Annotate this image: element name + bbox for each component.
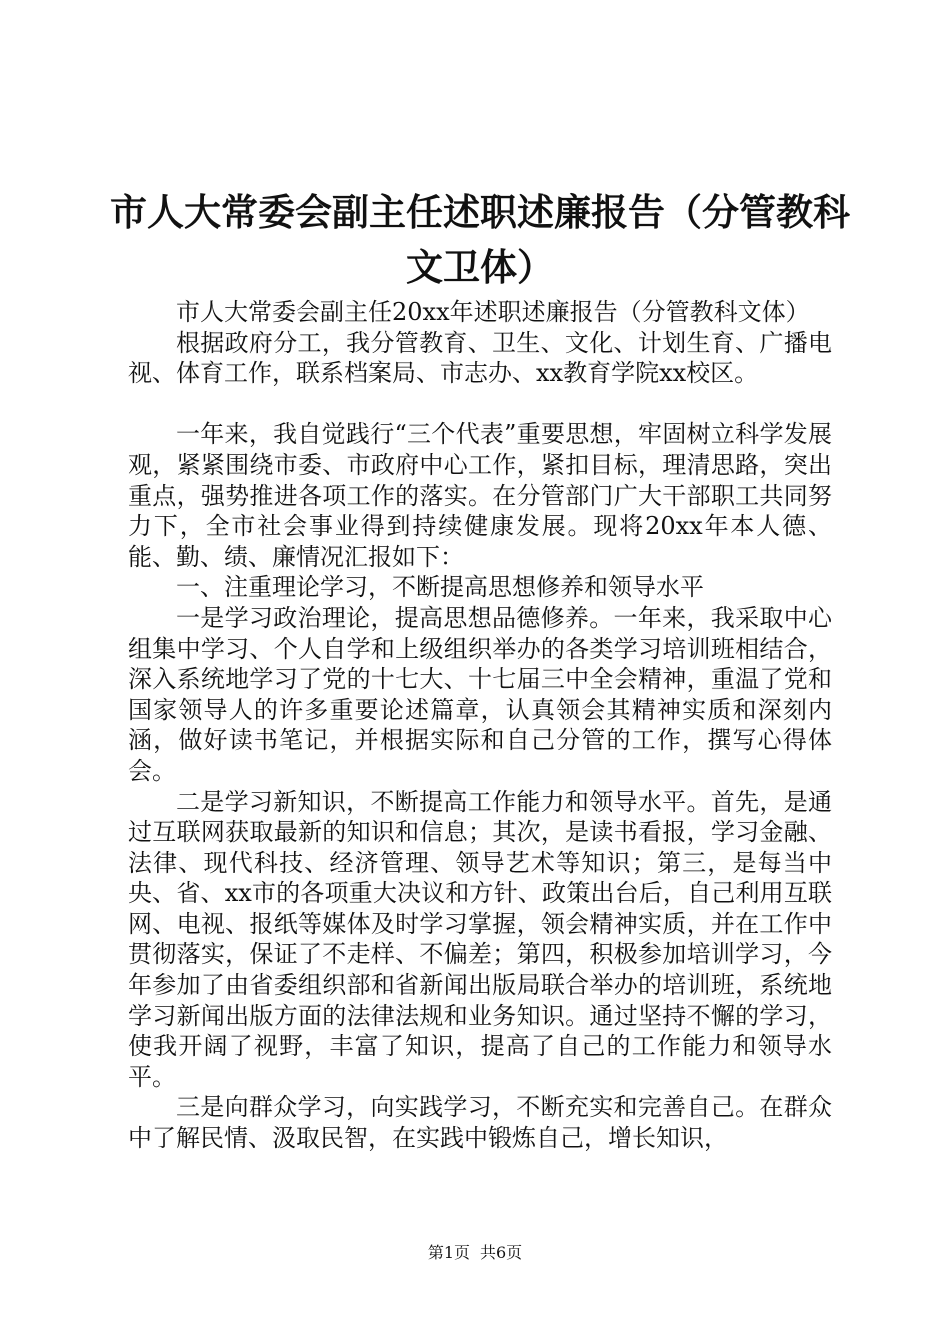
- page-total: 共6页: [480, 1243, 523, 1262]
- document-body: [128, 297, 832, 1154]
- blank-line: [128, 389, 832, 420]
- paragraph-point-two: 二是学习新知识，不断提高工作能力和领导水平。首先，是通过互联网获取最新的知识和信息；其次，是读书看报，学习金融、法律、现代科技、经济管理、领导艺术等知识；第三，是每当中央、省、xx市的各项重大决议和方针、政策出台后，自己利用互联网、电视、报纸等媒体及时学习掌握，领会精神实质，并在工作中贯彻落实，保证了不走样、不偏差；第四，积极参加培训学习，今年参加了由省委组织部和省新闻出版局联合举办的培训班，系统地学习新闻出版方面的法律法规和业务知识。通过坚持不懈的学习，使我开阔了视野，丰富了知识，提高了自己的工作能力和领导水平。: [128, 787, 832, 1091]
- document-title: 市人大常委会副主任述职述廉报告（分管教科文卫体）: [110, 190, 850, 289]
- page-footer: [0, 1243, 950, 1263]
- page-number: 第1页: [427, 1243, 470, 1262]
- section-heading: 一、注重理论学习，不断提高思想修养和领导水平: [176, 573, 704, 602]
- paragraph-intro: 根据政府分工，我分管教育、卫生、文化、计划生育、广播电视、体育工作，联系档案局、市志办、xx教育学院xx校区。: [128, 328, 832, 388]
- paragraph-overview: 一年来，我自觉践行“三个代表”重要思想，牢固树立科学发展观，紧紧围绕市委、市政府中心工作，紧扣目标，理清思路，突出重点，强势推进各项工作的落实。在分管部门广大干部职工共同努力下，全市社会事业得到持续健康发展。现将20xx年本人德、能、勤、绩、廉情况汇报如下：: [128, 420, 832, 571]
- paragraph-point-three: 三是向群众学习，向实践学习，不断充实和完善自己。在群众中了解民情、汲取民智，在实践中锻炼自己，增长知识，: [128, 1093, 832, 1153]
- paragraph-subtitle: 市人大常委会副主任20xx年述职述廉报告（分管教科文体）: [176, 298, 810, 326]
- paragraph-point-one: 一是学习政治理论，提高思想品德修养。一年来，我采取中心组集中学习、个人自学和上级组织举办的各类学习培训班相结合，深入系统地学习了党的十七大、十七届三中全会精神，重温了党和国家领导人的许多重要论述篇章，认真领会其精神实质和深刻内涵，做好读书笔记，并根据实际和自己分管的工作，撰写心得体会。: [128, 603, 832, 785]
